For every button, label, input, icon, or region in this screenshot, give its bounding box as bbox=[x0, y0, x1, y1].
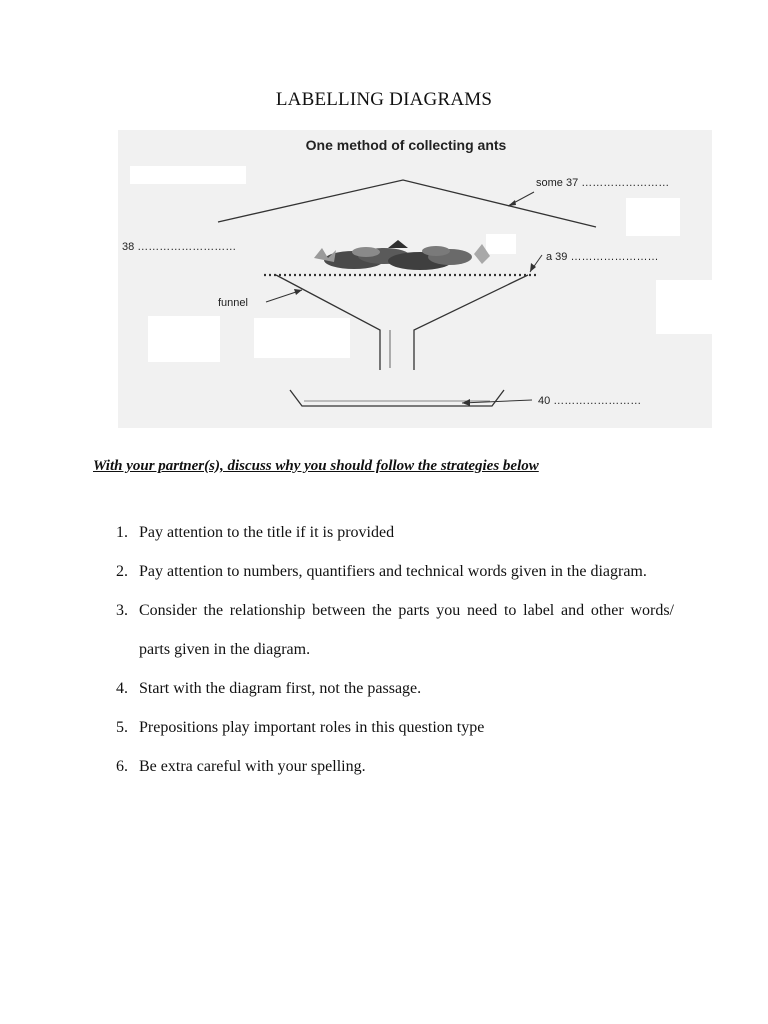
strategy-item bbox=[116, 708, 674, 747]
funnel-right-wall bbox=[414, 275, 528, 370]
strategy-item bbox=[116, 513, 674, 552]
leaf-litter-icon bbox=[314, 240, 490, 270]
funnel-label: funnel bbox=[218, 297, 248, 309]
label-40: 40 …………………… bbox=[538, 395, 642, 407]
diagram-title: One method of collecting ants bbox=[305, 137, 507, 153]
discussion-instruction: With your partner(s), discuss why you should follow the strategies below bbox=[93, 458, 539, 474]
strategy-text: Pay attention to the title if it is provided bbox=[139, 524, 395, 541]
scan-patch bbox=[656, 280, 712, 334]
scan-patch bbox=[254, 318, 350, 358]
strategy-item bbox=[116, 669, 674, 708]
strategy-item bbox=[116, 591, 674, 669]
strategy-number: 5. bbox=[116, 719, 128, 736]
strategy-item bbox=[116, 747, 674, 786]
strategy-number: 6. bbox=[116, 758, 128, 775]
label-38: 38 ……………………… bbox=[122, 241, 237, 253]
scan-patch bbox=[486, 234, 516, 254]
strategy-item bbox=[116, 552, 674, 591]
strategy-number: 3. bbox=[116, 602, 128, 619]
ant-collection-diagram bbox=[118, 130, 712, 428]
strategy-text: Start with the diagram first, not the passage. bbox=[139, 680, 422, 697]
scan-patch bbox=[626, 198, 680, 236]
strategy-text: Pay attention to numbers, quantifiers and technical words given in the diagram. bbox=[139, 563, 647, 580]
strategy-number: 4. bbox=[116, 680, 128, 697]
arrowhead-icon bbox=[462, 399, 470, 406]
scan-patch bbox=[148, 316, 220, 362]
strategy-list bbox=[116, 513, 674, 786]
page-title: LABELLING DIAGRAMS bbox=[275, 89, 493, 110]
strategy-number: 2. bbox=[116, 563, 128, 580]
strategy-text: Prepositions play important roles in this question type bbox=[139, 719, 485, 736]
strategy-text: Be extra careful with your spelling. bbox=[139, 758, 366, 775]
collecting-dish bbox=[290, 390, 504, 406]
scan-patch bbox=[130, 166, 246, 184]
label-37: some 37 …………………… bbox=[536, 177, 670, 189]
label-39: a 39 …………………… bbox=[546, 251, 659, 263]
diagram-canvas bbox=[118, 130, 712, 428]
arrowhead-icon bbox=[508, 200, 516, 206]
arrowhead-icon bbox=[294, 289, 302, 295]
strategy-number: 1. bbox=[116, 524, 128, 541]
strategy-text: Consider the relationship between the parts you need to label and other words/ parts given in the diagram. bbox=[139, 602, 674, 658]
